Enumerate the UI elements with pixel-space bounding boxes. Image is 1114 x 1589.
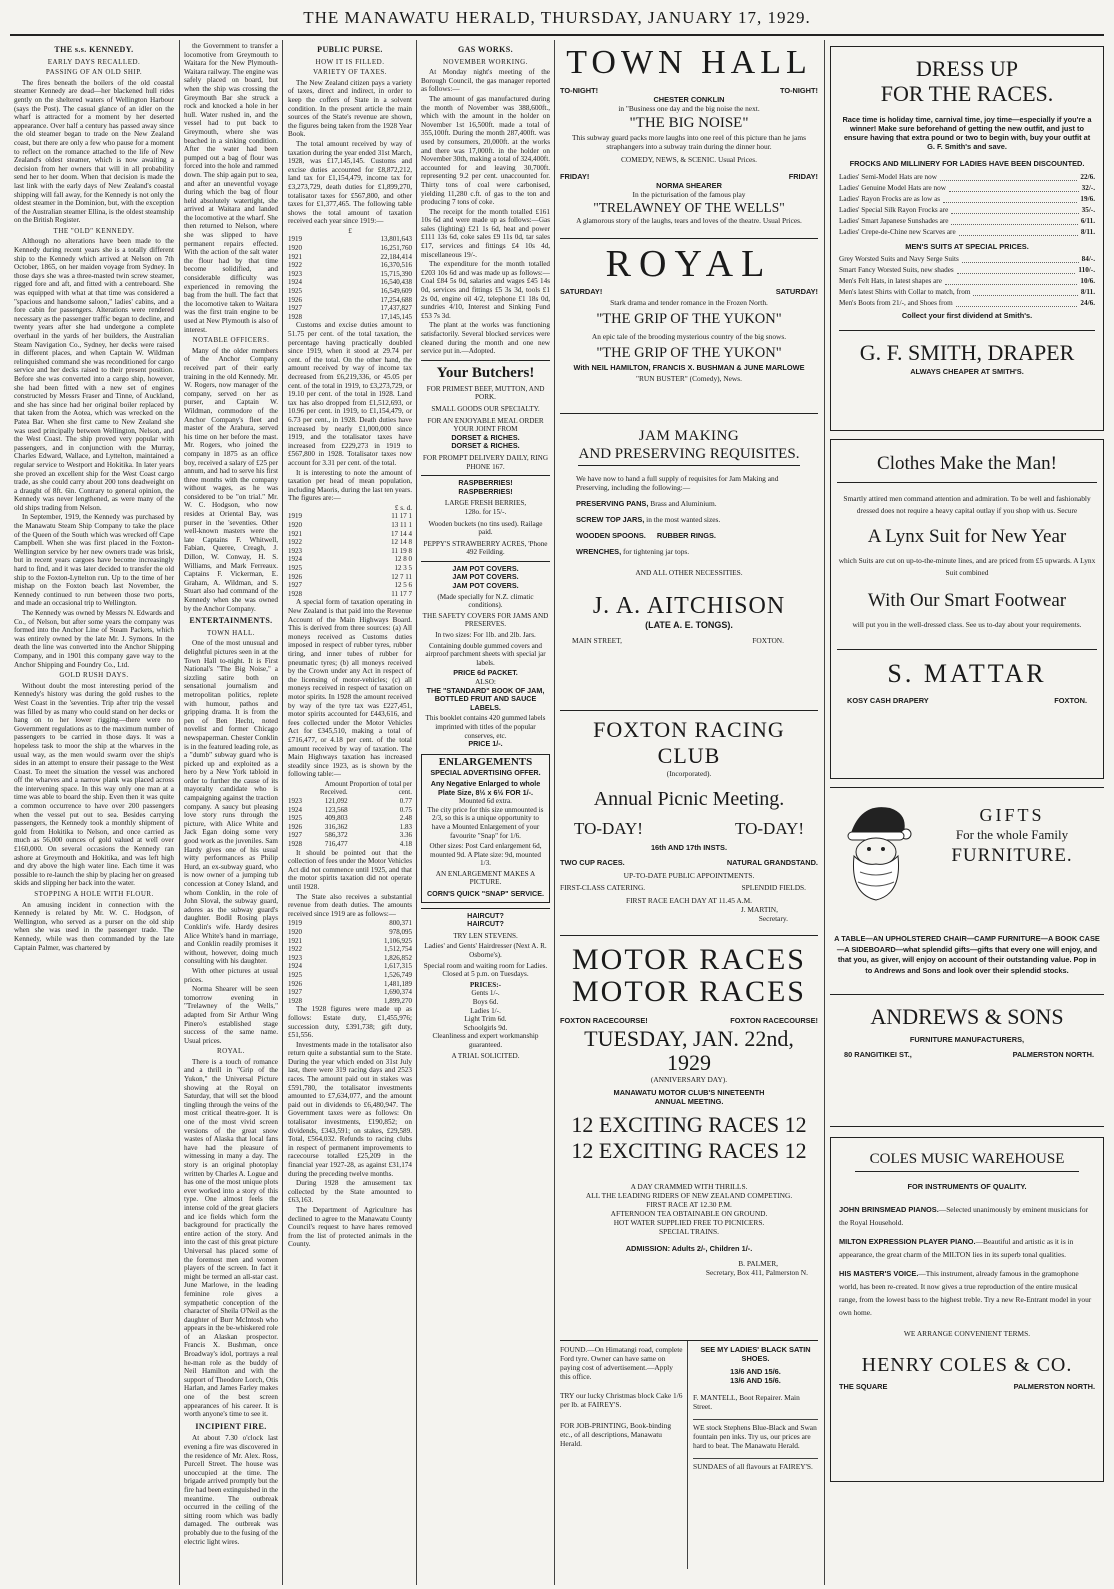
ad-name: S. MATTAR <box>837 649 1097 690</box>
table-row: 1924 1,617,315 <box>288 962 412 971</box>
small-ad: SUNDAES of all flavours at FAIREY'S. <box>693 1458 818 1471</box>
ad-line: FURNITURE MANUFACTURERS, <box>909 1035 1025 1044</box>
table-row: 1928 11 17 7 <box>288 589 412 598</box>
table-head: £ s. d. <box>394 503 412 512</box>
ad-title: DRESS UP <box>915 56 1019 81</box>
price-item: Boys 6d. <box>472 998 499 1006</box>
ad-line: FRIDAY! <box>560 172 590 181</box>
paragraph: At about 7.30 o'clock last evening a fire was discovered in the residence of Mr. Alex. Ross, Purcell Street. The house was unoccupied at the time. The brigade arrived promptly but the fire had been extinguished in the meantime. The outbreak occurred in the ceiling of the sitting room which was badly damaged. The outbreak was probably due to the fusing of the electric light wires. <box>184 1434 278 1546</box>
ad-line: JOHN BRINSMEAD PIANOS.—Selected unanimously by eminent musicians for the Royal Household. <box>839 1205 1089 1227</box>
ad-title: JAM POT COVERS. <box>452 563 519 573</box>
small-ads <box>560 1341 818 1569</box>
ad-line: LARGE FRESH BERRIES, <box>444 499 527 508</box>
ad-line: which Suits are cut on up-to-the-minute lines, and are priced from £5 upwards. A Lynx Suit combined <box>838 556 1096 577</box>
column-rule <box>179 40 180 1585</box>
ad-raspberries <box>421 475 550 557</box>
ad-line: MILTON EXPRESSION PLAYER PIANO.—Beautiful and artistic as it is in appearance, the great charm of the MILTON lies in its superb tonal qualities. <box>839 1237 1074 1259</box>
ad-line: Secretary. <box>758 914 788 923</box>
ad-line: 12 EXCITING RACES 12 <box>571 1138 807 1163</box>
ad-line: Smartly attired men command attention and admiration. To be well and fashionably dressed does not require a heavy capital outlay if you shop with us. Secure <box>843 494 1091 515</box>
table-row: 1923 121,092 0.77 <box>288 797 412 806</box>
ad-title: TOWN HALL <box>566 44 812 81</box>
small-ads-left <box>560 1341 688 1569</box>
ad-town-hall <box>560 44 818 239</box>
ad-line: TRY LEN STEVENS. <box>453 931 518 940</box>
ad-line: A glamorous story of the laughs, tears and loves of the theatre. Usual Prices. <box>576 216 802 225</box>
table-row: 1923 15,715,390 <box>288 269 412 278</box>
ad-line: J. MARTIN, <box>740 905 778 914</box>
ad-line: AFTERNOON TEA OBTAINABLE ON GROUND. <box>610 1209 768 1218</box>
ad-title: ROYAL <box>605 243 773 285</box>
ad-line: FOXTON. <box>1054 696 1087 705</box>
paragraph: The total amount received by way of taxation during the year ended 31st March, 1928, was £17,145,145. Customs and excise duties accounted for £8,872,212, land tax for £1,154,479, income tax for £3,273,729, death duties for £1,899,270, totalisator taxes for £567,800, and other taxes for £1,377,465. The following table shows the total amount of taxation received each year since 1919:— <box>288 139 412 226</box>
article-kennedy <box>14 42 174 1582</box>
table-row: 1927 17,437,827 <box>288 304 412 313</box>
table-row: 1920 978,095 <box>288 927 412 936</box>
ad-line: "RUN BUSTER" (Comedy), News. <box>635 374 742 383</box>
price-item: Light Trim 6d. <box>464 1015 507 1024</box>
ad-line: 128o. for 15/-. <box>464 507 507 516</box>
paragraph: The State also receives a substantial revenue from death duties. The amounts received since 1919 are as follows:— <box>288 892 412 918</box>
section-heading: STOPPING A HOLE WITH FLOUR. <box>34 890 154 898</box>
ad-line: ALSO: <box>475 678 496 686</box>
table-row: 1926 12 7 11 <box>288 572 412 581</box>
paragraph: The plant at the works was functioning satisfactorily. Several blocked services were cleaned during the month and one new service put in.—Adopted. <box>421 321 550 356</box>
ad-line: With NEIL HAMILTON, FRANCIS X. BUSHMAN & JUNE MARLOWE <box>573 363 805 372</box>
article-public-purse <box>288 42 412 1582</box>
paragraph: An amusing incident in connection with the Kennedy is related by Mr. W. C. Hodgson, of Wellington, who served as a purser on the old ship when she was used in the passenger trade. The Kennedy, while was then commanded by the late Captain Palmer, was chartered by <box>14 900 174 952</box>
list-item: Smart Fancy Worsted Suits, new shades 110/-. <box>839 266 1095 274</box>
ad-line: We have now to hand a full supply of requisites for Jam Making and Preserving, including the following:— <box>576 474 779 492</box>
ad-title: HAIRCUT? <box>467 910 504 920</box>
ad-line: FOR AN ENJOYABLE MEAL ORDER YOUR JOINT FROM <box>427 416 544 434</box>
small-ad: 13/6 AND 15/6. <box>730 1367 781 1376</box>
ad-line: FIRST RACE EACH DAY AT 11.45 A.M. <box>625 896 752 905</box>
ad-clothes <box>830 439 1104 779</box>
ad-line: NATURAL GRANDSTAND. <box>726 858 818 867</box>
paragraph: It is interesting to note the amount of taxation per head of mean population, including Maoris, during the last ten years. The figures are:— <box>288 468 412 503</box>
ad-line: In the picturisation of the famous play <box>632 190 746 199</box>
table-row: 1925 409,803 2.48 <box>288 814 412 823</box>
paragraph: Norma Shearer will be seen tomorrow evening in "Trelawney of the Wells," adapted from Sir Arthur Wing Pinero's established stage success of the same name. Usual prices. <box>184 985 278 1045</box>
ad-title: GIFTS <box>979 805 1045 825</box>
ad-price: PRICE 1/-. <box>468 739 503 749</box>
ad-title: MOTOR RACES <box>572 975 806 1008</box>
ad-line: FIRST-CLASS CATERING. <box>560 883 646 892</box>
ad-line: Containing double gummed covers and airproof parchment sheets with special jar labels. <box>425 641 546 667</box>
masthead: THE MANAWATU HERALD, THURSDAY, JANUARY 17, 1929. <box>303 8 811 27</box>
ad-line: PEPPY'S STRAWBERRY ACRES, 'Phone 492 Feilding. <box>423 539 548 557</box>
table-row: 1926 1,481,189 <box>288 979 412 988</box>
ad-title: JAM MAKING <box>638 428 740 444</box>
ad-title: RASPBERRIES! <box>458 478 513 488</box>
small-ad: WE stock Stephens Blue-Black and Swan fountain pen inks. Try us, our prices are hard to beat. The Manawatu Herald. <box>693 1419 818 1450</box>
paragraph: At Monday night's meeting of the Borough Council, the gas manager reported as follows:— <box>421 68 550 94</box>
table-row: 1920 16,251,760 <box>288 244 412 253</box>
ad-title: HAIRCUT? <box>467 919 504 929</box>
ad-film: "THE BIG NOISE" <box>629 115 749 131</box>
paragraph: The fires beneath the boilers of the old coastal steamer Kennedy are dead—her blackened hull rides gently on the sheltered waters of Wellington Harbour (says the Post). The casual glance of an idler on the wharf is attracted for a moment by her deserted appearance. Over half a century has passed away since the old steamer began to trade on the New Zealand coast, but there are only a few who pause for a moment to reflect on the romance attached to the life of New Zealand's oldest steamer, which is now awaiting a decision from her owners that will in all probability send her to her doom. When that decision is made the last link with the early days of New Zealand's coastal shipping will fall away, for the Kennedy is not only the oldest steamer in the Dominion, but, with the exception of the Australian steamer Ellina, is the oldest steamship on the British Register. <box>14 78 174 225</box>
ad-line: MAIN STREET, <box>572 636 622 645</box>
ad-title: With Our Smart Footwear <box>867 590 1067 611</box>
column-rule <box>282 40 283 1585</box>
ad-line: Ladies' and Gents' Hairdresser (Next A. R. Osborne's). <box>424 942 547 960</box>
ad-line: TO-NIGHT! <box>779 86 818 95</box>
article-subtitle: PASSING OF AN OLD SHIP. <box>45 68 143 77</box>
ad-line: FOXTON RACECOURSE! <box>730 1016 818 1025</box>
table-row: 1926 17,254,688 <box>288 295 412 304</box>
table-row: 1925 16,549,609 <box>288 287 412 296</box>
ad-butchers <box>421 360 550 471</box>
list-item: Men's Felt Hats, in latest shapes are 10/6. <box>839 277 1095 285</box>
article-subtitle: HOW IT IS FILLED. <box>315 57 385 66</box>
ad-line: FOR INSTRUMENTS OF QUALITY. <box>907 1182 1027 1191</box>
ad-line: 16th AND 17th INSTS. <box>650 843 728 852</box>
ad-name: ANDREWS & SONS <box>830 994 1104 1031</box>
death-duties-table <box>288 919 412 1005</box>
ad-film: "TRELAWNEY OF THE WELLS" <box>593 200 785 215</box>
ad-line: Mounted 6d extra. <box>459 797 512 806</box>
ad-line: TWO CUP RACES. <box>560 858 625 867</box>
ad-title: JAM POT COVERS. <box>452 581 519 591</box>
article-subtitle: TOWN HALL. <box>206 628 256 637</box>
ad-line: WE ARRANGE CONVENIENT TERMS. <box>903 1329 1031 1338</box>
paragraph: Although no alterations have been made to the Kennedy during recent years she is a totally different ship to the Kennedy which arrived at Nelson on 7th October, 1865, on her maiden voyage from Sydney. In those days she was a three-masted twin screw steamer, rigged fore and aft, and fitted with a centreboard. She was equipped with what at that time was considered a "spacious and handsome saloon," ladies' cabins, and a fore cabin for passengers. Alterations were rendered necessary as the passenger traffic began to decline, and twenty years after she had undergone a complete overhaul in the yards of her builders, the Australian Steam Navigation Co., Sydney, her decks were raised in different places, and when Captain W. Wildman relinquished command she was reconditioned for cargo service and her decks raised to their present position. Before she was converted into a cargo ship, however, she had been fitted with a new set of engines constructed by Messrs Fraser and Tinne, of Auckland, and she has since had her original boiler replaced by that taken from the Aotea, which was wrecked on the Patea Bar. When she first came to New Zealand she was used principally between Wellington, Nelson, and the West Coast. The ship proved very popular with passengers, and in conjunction with the Murray, Charles Edward, Wallace, and Lyttelton, maintained a regular service to Westport and Hokitika. In later years she proved an excellent ship for the West Coast cargo trade, as she could carry about 200 tons deadweight on a draught of 8ft. 6in. Contrary to general opinion, the Kennedy was never lengthened, as were many of the old ships trading from Nelson. <box>14 237 174 512</box>
ad-line: SATURDAY! <box>560 287 603 296</box>
list-item: Ladies' Semi-Model Hats are now 22/6. <box>839 173 1095 181</box>
table-row: 1927 12 5 6 <box>288 581 412 590</box>
ad-line: Secretary, Box 411, Palmerston N. <box>705 1268 808 1277</box>
per-head-table <box>288 512 412 598</box>
ad-line: FOXTON RACECOURSE! <box>560 1016 648 1025</box>
small-ad-title: SEE MY LADIES' BLACK SATIN SHOES. <box>700 1345 811 1363</box>
table-row: 1922 16,370,516 <box>288 261 412 270</box>
ad-star: CHESTER CONKLIN <box>653 95 725 104</box>
table-head: £ <box>348 226 352 235</box>
table-row: 1919 800,371 <box>288 919 412 928</box>
requisites-list <box>576 496 802 560</box>
column-rule <box>824 40 825 1585</box>
ad-line: Stark drama and tender romance in the Frozen North. <box>610 298 768 307</box>
column-2 <box>184 42 278 1582</box>
ad-line: An epic tale of the brooding mysterious country of the big snows. <box>591 332 787 341</box>
ad-line: ALWAYS CHEAPER AT SMITH'S. <box>910 367 1024 376</box>
ad-price: PRICE 6d PACKET. <box>453 668 518 678</box>
small-ad: 13/6 AND 15/6. <box>730 1376 781 1385</box>
ad-line: HIS MASTER'S VOICE.—This instrument, already famous in the gramophone world, has been re-created. It now gives a true reproduction of the entire musical range, from the lowest bass to the highest treble. Try a new Re-Entrant model in your own home. <box>839 1269 1092 1317</box>
ad-line: FIRST RACE AT 12.30 P.M. <box>646 1200 732 1209</box>
ad-line: The city price for this size unmounted is 2/3, so this is a unique opportunity to have a Mounted Enlargement of your favourite "Snap" for 1/6. <box>427 805 544 840</box>
ad-title: ENLARGEMENTS <box>438 755 533 768</box>
table-row: 1922 12 14 8 <box>288 538 412 547</box>
ad-line: (LATE A. E. TONGS). <box>645 620 733 630</box>
table-row: 1924 123,568 0.75 <box>288 805 412 814</box>
ad-line: PALMERSTON NORTH. <box>1012 1050 1094 1059</box>
table-row: 1922 1,512,754 <box>288 945 412 954</box>
article-subtitle: EARLY DAYS RECALLED. <box>47 57 141 66</box>
ad-line: FOR PRIMEST BEEF, MUTTON, AND PORK. <box>426 384 545 402</box>
ad-line: SPECIAL TRAINS. <box>659 1227 719 1236</box>
ad-line: UP-TO-DATE PUBLIC APPOINTMENTS. <box>623 871 755 880</box>
paragraph: Investments made in the totalisator also return quite a substantial sum to the State. During the year which ended on 31st July last, there were 319 racing days and 2523 races. The amount paid out in stakes was £591,780, the totalisator investments amounted to £7,634,077, and the amount paid out in dividends to £6,480,947. The Government taxes were as follows: On totalisator investments, £190,852; on dividends, £343,591; on stakes, £29,589. Total, £564,032. Refunds to racing clubs in respect of permanent improvements to racecourse totalled £25,209 in the financial year 1927-28, as against £31,174 during the preceding twelve months. <box>288 1040 412 1178</box>
ad-name: J. A. AITCHISON <box>592 593 786 619</box>
small-ad: F. MANTELL, Boot Repairer. Main Street. <box>693 1393 800 1411</box>
gifts-title <box>920 794 1104 868</box>
paragraph: Without doubt the most interesting period of the Kennedy's history was during the gold rushes to the West Coast in the 'seventies. Trip after trip the vessel was filled by as many who could stand on her decks or hang on to her lower rigging—there were no Government regulations as to the maximum number of passengers to be carried in those days. It was a hopeless task to moor the ship at the wharves in the usual way, as the men would swarm over the ship's sides in an attempt to ensure their passage to the West Coast. To meet the situation the vessel was anchored off the wharves and a narrow plank was placed across the intervening space. In this way only one man at a time was able to board the ship. Even then it was quite a common occurrence to have over 200 passengers when the vessel put out to sea. Besides carrying passengers, the Kennedy took a monthly shipment of gold from Hokitika to Nelson, and once carried as much as 56,000 ounces of gold valued at well over £160,000. On several occasions the Kennedy ran ashore at Greymouth and Hokitika, and was left high and dry above the high water line. Each time it was possible to re-launch the ship by placing her on greased skids and slipping her back into the water. <box>14 681 174 888</box>
santa-claus-icon <box>830 794 920 904</box>
article-title: INCIPIENT FIRE. <box>195 1421 267 1431</box>
section-heading: ROYAL. <box>216 1047 246 1056</box>
ad-haircut <box>421 908 550 1061</box>
paragraph: In September, 1919, the Kennedy was purchased by the Manawatu Steam Ship Company to take the place of the Queen of the South which was wrecked off Cape Campbell. When she was first placed in the Foxton-Wellington service by her new owners trade was brisk, but in recent years cargoes have become increasingly hard to find, and it was later decided to transfer the old ship to the Foxton-Lyttelton run. Up to the time of her mishap on the Foxton beach last November, the Kennedy continued to run between those two ports, and made an occasional trip to Wellington. <box>14 513 174 608</box>
section-heading: THE "OLD" KENNEDY. <box>53 226 135 235</box>
ad-line: A TRIAL SOLICITED. <box>451 1051 520 1060</box>
ad-line: (Made specially for N.Z. climatic conditions). <box>437 592 534 610</box>
ad-title: Clothes Make the Man! <box>837 452 1097 483</box>
ad-line: PRICES:- <box>469 980 502 989</box>
table-row: 1919 11 17 1 <box>288 512 412 521</box>
price-item: Schoolgirls 9d. <box>463 1023 508 1032</box>
column-4 <box>421 42 550 1582</box>
ad-dress-up <box>830 46 1104 431</box>
ad-line: ALL THE LEADING RIDERS OF NEW ZEALAND COMPETING. <box>585 1191 793 1200</box>
small-ad: FOR JOB-PRINTING, Book-binding etc., of all descriptions, Manawatu Herald. <box>560 1421 672 1448</box>
ad-line: THE SAFETY COVERS FOR JAMS AND PRESERVES. <box>422 611 549 629</box>
ad-heading: MEN'S SUITS AT SPECIAL PRICES. <box>905 242 1029 251</box>
ad-line: SATURDAY! <box>775 287 818 296</box>
ad-line: TO-DAY! <box>574 819 643 838</box>
table-row: 1925 12 3 5 <box>288 564 412 573</box>
article-title: PUBLIC PURSE. <box>317 45 383 54</box>
ad-title: Your Butchers! <box>436 364 535 381</box>
list-item: WRENCHES, for tightening jar tops. <box>576 547 690 556</box>
ad-title: For the whole Family <box>955 827 1069 842</box>
ad-name: DORSET & RICHES. <box>451 441 520 451</box>
ad-jam-pot-covers <box>421 561 550 749</box>
list-item: WOODEN SPOONS. RUBBER RINGS. <box>576 531 716 540</box>
ad-line: in "Business one day and the big noise the next. <box>618 104 760 113</box>
ad-heading: FROCKS AND MILLINERY FOR LADIES HAVE BEEN DISCOUNTED. <box>849 159 1085 168</box>
ad-motor-races <box>560 936 818 1341</box>
paragraph: It should be pointed out that the collection of fees under the Motor Vehicles Act did not commence until 1925, and that the motor spirits taxation did not operate until 1928. <box>288 848 412 891</box>
list-item: Ladies' Genuine Model Hats are now 32/-. <box>839 184 1095 192</box>
article-subtitle: VARIETY OF TAXES. <box>312 68 388 77</box>
table-row: 1924 16,540,438 <box>288 278 412 287</box>
ad-title: AND PRESERVING REQUISITES. <box>578 445 800 466</box>
ad-line: FRIDAY! <box>788 172 818 181</box>
paragraph: One of the most unusual and delightful pictures seen in at the Town Hall to-night. It is First National's "The Big Noise," a sizzling satire both on sensational journalism and metropolitan politics, replete with humour, pathos and gripping drama. It is from the pen of Ben Hecht, noted novelist and former Chicago newspaperman. Chester Conklin is in the featured leading role, as a "dumb" subway guard who is picked up and exploited as a hero by a New York tabloid in order to further the cause of its mayoralty candidate who is campaigning against the traction company. A saucy but pleasing love story runs through the picture, with Alice White and Jack Egan doing some very good work as the juveniles. Sam Hardy gives one of his usual witty performances as Philip Hurd, an ex-subway guard, who is now owner of a jumping tub concession at Coney Island, and whom Conklin, in the role of John Sloval, the subway guard, adores as the subway guard's daughter. Bodil Rosing plays Conklin's wife. Hardy desires Alice White's hand in marriage, and Conklin readily promises it without, however, doing much consulting with his daughter. <box>184 639 278 966</box>
ad-name: DORSET & RICHES. <box>451 432 520 442</box>
small-ads-right <box>688 1341 818 1569</box>
column-5 <box>560 42 818 1582</box>
list-item: Ladies' Smart Japanese Sunshades are 6/11. <box>839 217 1095 225</box>
ad-foxton-racing <box>560 711 818 936</box>
paragraph: Customs and excise duties amount to 51.75 per cent. of the total taxation, the percentage having practically doubled since 1919, when it stood at 29.74 per cent. of the total. On the other hand, the amount received by way of income tax decreased from £6,219,336, or 45.05 per cent. of the total in 1919, to £3,273,729, or 19.10 per cent. of the total in 1928. Land tax has also dropped from £1,512,693, or 10.96 per cent. in 1919, to £1,154,479, or 6.73 per cent., in 1928. Death duties have increased by nearly £1,000,000 since 1919, and the totalisator taxes have increased from £229,273 in 1919 to £567,800 in 1928. Totalisator taxes now account for 3.31 per cent. of the total. <box>288 321 412 467</box>
table-row: 1921 22,184,414 <box>288 252 412 261</box>
table-row: 1925 1,526,749 <box>288 970 412 979</box>
table-row: 1927 1,690,374 <box>288 988 412 997</box>
ad-line: A TABLE—AN UPHOLSTERED CHAIR—CAMP FURNITURE—A BOOK CASE—A SIDEBOARD—what splendid gifts—gifts that every one will enjoy, and that you, as giver, will enjoy on account of their outstanding value. Pop in to Andrews and Sons and look over their splendid stocks. <box>834 934 1100 975</box>
ad-jam-making <box>560 414 818 711</box>
list-item: PRESERVING PANS, Brass and Aluminium. <box>576 499 717 508</box>
paragraph: The receipt for the month totalled £161 10s 6d and were made up as follows:—Gas sales (lighting) £21 1s 6d, heat and power £111 13s 6d, coke sales £9 11s 0d, tar sales £17, services and fittings £4 10s 4d, miscellaneous 19/-. <box>421 207 550 259</box>
list-item: Men's latest Shirts with Collar to match, from 8/11. <box>839 288 1095 296</box>
ad-line: This subway guard packs more laughs into one reel of this picture than he jams straphangers into a subway train during the dinner hour. <box>572 133 806 151</box>
table-row: 1921 17 14 4 <box>288 529 412 538</box>
ad-line: Race time is holiday time, carnival time, joy time—especially if you're a winner! Make sure beforehand of getting the new outfit, and just to ensure having that extra pound or two to begin with, buy your outfit at G. F. Smith's and save. <box>842 115 1092 151</box>
list-item: Men's Boots from 21/-, and Shoes from 24/6. <box>839 299 1095 307</box>
paragraph: The New Zealand citizen pays a variety of taxes, direct and indirect, in order to keep the coffers of State in a solvent condition. In the present article the main sources of the State's revenue are shown, the figures being taken from the 1928 Year Book. <box>288 78 412 139</box>
ad-line: AN ENLARGEMENT MAKES A PICTURE. <box>435 869 536 887</box>
ad-line: FOXTON. <box>752 636 784 645</box>
small-ad: FOUND.—On Himatangi road, complete Ford tyre. Owner can have same on paying cost of advertisement.—Apply this office. <box>560 1345 683 1381</box>
ad-title: JAM POT COVERS. <box>452 572 519 582</box>
paragraph: The 1928 figures were made up as follows: Estate duty, £1,455,976; succession duty, £391,738; gift duty, £51,556. <box>288 1005 412 1040</box>
ad-line: ADMISSION: Adults 2/-, Children 1/-. <box>625 1244 753 1253</box>
ad-line: Wooden buckets (no tins used). Railage paid. <box>428 519 543 537</box>
table-row: 1919 13,801,643 <box>288 235 412 244</box>
ad-line: SMALL GOODS OUR SPECIALTY. <box>431 404 540 413</box>
ad-line: Closed at 5 p.m. on Tuesdays. <box>442 970 529 979</box>
paragraph: There is a touch of romance and a thrill in "Grip of the Yukon," the Universal Picture showing at the Royal on Saturday, that will set the blood tingling through the veins of the most critical theatre-goer. It is one of the most vivid screen versions of the great snow wastes of Alaska that local fans have had the pleasure of witnessing in many a day. The story is an original photoplay written by Charles A. Logue and has one of the most unique plots ever worked into a story of this type. One almost feels the intense cold of the great glaciers and ice fields which form the background for practically the entire action of the story. And into the cast of this great picture Universal has placed some of the foremost men and women players of the screen. In fact it might be termed an all-star cast. June Marlowe, in the leading feminine role gives a sympathetic conception of the character of Sheila O'Neil as the daughter of Burr McIntosh who appears in the be-whiskered role of an Alaskan prospector. Francis X. Bushman, once Broadway's idol, portrays a real he-man role as the buddy of Neil Hamilton and with the support of Theodore Lorch, Otis Harlan, and James Farley makes one of the best screen appearances of his career. It is worth anyone's time to see it. <box>184 1057 278 1419</box>
list-item: Ladies' Rayon Frocks are as low as 19/6. <box>839 195 1095 203</box>
masthead-rule <box>10 34 1104 36</box>
ad-coles-music <box>830 1137 1104 1482</box>
price-item: Gents 1/-. <box>471 989 500 998</box>
table-row: 1921 1,106,925 <box>288 936 412 945</box>
paragraph: A special form of taxation operating in New Zealand is that paid into the Revenue Account of the Main Highways Board. This is derived from three sources: (a) All moneys received as Customs duties imposed in respect of rubber tyres, rubber tiring, and inner tubes of rubber for pneumatic tyres; (b) all moneys received by the Crown under any Act in respect of the licensing of motor-vehicles; (c) all moneys received in respect of taxation on motor spirits. In 1928 the amount received by way of the tyre tax was £227,451, motor spirits accounted for £443,616, and fees collected under the Motor Vehicles Act for £345,510, making a total of £716,477, or 4.18 per cent. of the total amount received by way of taxation. The Main Highways taxation has increased steadily since 1923, as is shown by the following table:— <box>288 598 412 779</box>
price-list <box>839 172 1095 238</box>
ad-name: G. F. SMITH, DRAPER <box>839 330 1095 367</box>
ad-line: KOSY CASH DRAPERY <box>847 696 929 705</box>
ad-line: In two sizes: For 1lb. and 2lb. Jars. <box>435 631 536 640</box>
highways-table <box>288 780 412 849</box>
table-row: 1928 17,145,145 <box>288 312 412 321</box>
table-row: 1920 13 11 1 <box>288 521 412 530</box>
list-item: SCREW TOP JARS, in the most wanted sizes. <box>576 515 721 524</box>
table-row: 1928 1,899,270 <box>288 996 412 1005</box>
gifts-header <box>830 794 1104 904</box>
ad-name: HENRY COLES & CO. <box>861 1354 1073 1376</box>
article-title: THE s.s. KENNEDY. <box>54 45 134 54</box>
table-row: 1923 11 19 8 <box>288 546 412 555</box>
table-row: 1924 12 8 0 <box>288 555 412 564</box>
ad-line: SPECIAL ADVERTISING OFFER. <box>430 768 541 778</box>
ad-line: MANAWATU MOTOR CLUB'S NINETEENTH ANNUAL MEETING. <box>613 1088 765 1106</box>
section-heading: NOTABLE OFFICERS. <box>192 336 270 345</box>
ad-line: AND ALL OTHER NECESSITIES. <box>635 568 743 577</box>
ad-line: COMEDY, NEWS, & SCENIC. Usual Prices. <box>621 155 757 164</box>
article-title: ENTERTAINMENTS. <box>189 616 273 626</box>
ad-date: TUESDAY, JAN. 22nd, 1929 <box>584 1026 794 1075</box>
ad-line: Collect your first dividend at Smith's. <box>901 311 1033 320</box>
ad-title: Annual Picnic Meeting. <box>593 788 785 810</box>
ad-enlargements <box>421 754 550 903</box>
ad-royal <box>560 239 818 414</box>
ad-line: THE SQUARE <box>839 1382 888 1391</box>
paragraph: Many of the older members of the Anchor Company received part of their early training in the old Kennedy. Mr. W. Rogers, now manager of the company, served on her as purser, and Captain W. Wildman, commodore of the Anchor Company's fleet and master of the Arahura, served his time on her before the mast. Mr. Rogers, who joined the company in 1875 as an office boy, received a salary of £25 per annum, and had to serve his first three months with the company without wages, as he was considered to be "on trial." Mr. W. C. Hodgson, who now resides at Oriental Bay, was purser in the 'seventies. Other well-known masters were the late Captains F. Whitwell, Fabian, Queree, Creagh, J. Dillon, W. Conway, H. S. Williams, and Mark Ferreaux. Captains F. Vickerman, E. Graham, A. Wildman, and S. Stuart also had command of the Kennedy when she was owned by the Anchor Company. <box>184 346 278 613</box>
list-item: Grey Worsted Suits and Navy Serge Suits 84/-. <box>839 255 1095 263</box>
paragraph: The Department of Agriculture has declined to agree to the Manawatu County Council's request to have hares removed from the list of protected animals in the County. <box>288 1205 412 1249</box>
ad-line: Other sizes: Post Card enlargement 6d, mounted 9d. A Plate size: 9d, mounted 1/3. <box>429 842 542 868</box>
paragraph: During 1928 the amusement tax collected by the State amounted to £63,163. <box>288 1179 412 1205</box>
list-item: Ladies' Crepe-de-Chine new Scarves are 8/11. <box>839 228 1095 236</box>
ad-title: MOTOR RACES <box>572 943 806 976</box>
ad-line: THE "STANDARD" BOOK OF JAM, BOTTLED FRUIT AND SAUCE LABELS. <box>426 685 545 712</box>
table-row: 1927 586,372 3.36 <box>288 831 412 840</box>
ad-line: B. PALMER, <box>738 1259 778 1268</box>
ad-line: FOR PROMPT DELIVERY DAILY, RING PHONE 167. <box>422 453 549 471</box>
ad-film: "THE GRIP OF THE YUKON" <box>596 345 782 361</box>
ad-star: NORMA SHEARER <box>656 181 722 190</box>
ad-title: RASPBERRIES! <box>458 486 513 496</box>
small-ad: TRY our lucky Christmas block Cake 1/6 per lb. at FAIREY'S. <box>560 1391 683 1409</box>
ad-line: CORN'S QUICK "SNAP" SERVICE. <box>426 889 545 899</box>
ad-title: FOR THE RACES. <box>880 81 1054 106</box>
paragraph: The Kennedy was owned by Messrs N. Edwards and Co., of Nelson, but after some years the company was formed into the Anchor Line of Steam Packets, which was entirely owned by the late Mr. J. Symons. In the death the line was converted into the Anchor Shipping Company, and in 1901 this company gave way to the Anchor Shipping and Foundry Co., Ltd. <box>14 609 174 669</box>
column-6 <box>828 42 1106 1582</box>
list-item: Ladies' Special Silk Rayon Frocks are 35/-. <box>839 206 1095 214</box>
table-row: Amount Received. Proportion of total per cent. <box>319 779 412 797</box>
ad-line: Special room and waiting room for Ladies. <box>423 961 548 970</box>
table-row: 1926 316,362 1.83 <box>288 822 412 831</box>
paragraph: The amount of gas manufactured during the month of November was 388,600ft., which with the amount in the holder on November 1st 16,500ft. made a total of 355,100ft. During the month 287,400ft. was used by consumers, 20,000ft. at the works and there was 17,000ft. in the holder on November 30th, making a total of 324,400ft. accounted for and leaving 30,700ft. representing 9.2 per cent. unaccounted for. Thirty tons of coal were carbonised, yielding 11,280 c.ft. of gas to the ton and producing 7 tons of coke. <box>421 94 550 207</box>
taxation-table <box>288 235 412 321</box>
column-rule <box>416 40 417 1585</box>
ad-line: will put you in the well-dressed class. See us to-day about your requirements. <box>852 620 1082 629</box>
ad-gifts <box>830 787 1104 1127</box>
ad-line: SPLENDID FIELDS. <box>741 883 806 892</box>
ad-line: (Incorporated). <box>666 769 712 778</box>
article-title: GAS WORKS. <box>458 45 513 54</box>
ad-title: FURNITURE. <box>951 845 1073 866</box>
column-rule <box>554 40 555 1585</box>
paragraph: The expenditure for the month totalled £203 10s 6d and was made up as follows:—Coal £84 5s 0d, salaries and wages £45 14s 0d, services and fittings £5 3s 3d, tools £1 2s 0d, engine oil 4/2, telephone £1 18s 0d, sundries 4/10, Interest and Sinking Fund £53 7s 3d. <box>421 260 550 320</box>
ad-line: Any Negative Enlarged to whole Plate Size, 8½ x 6½ FOR 1/-. <box>430 778 541 797</box>
paragraph: With other pictures at usual prices. <box>184 966 278 984</box>
ad-line: This booklet contains 420 gummed labels imprinted with titles of the popular conserves, etc. <box>425 714 546 740</box>
ad-line: PALMERSTON NORTH. <box>1013 1382 1095 1391</box>
table-row: 1928 716,477 4.18 <box>288 840 412 849</box>
table-row: 1923 1,826,852 <box>288 953 412 962</box>
ad-title: COLES MUSIC WAREHOUSE <box>855 1150 1079 1172</box>
price-list <box>839 254 1095 309</box>
ad-line: (ANNIVERSARY DAY). <box>650 1075 728 1084</box>
section-heading: GOLD RUSH DAYS. <box>59 671 129 680</box>
ad-title: A Lynx Suit for New Year <box>867 526 1067 547</box>
ad-line: 80 RANGITIKEI ST., <box>844 1050 912 1059</box>
ad-line: TO-NIGHT! <box>560 86 599 95</box>
ad-line: Cleanliness and expert workmanship guaranteed. <box>432 1032 539 1049</box>
ad-line: A DAY CRAMMED WITH THRILLS. <box>630 1182 748 1191</box>
ad-line: HOT WATER SUPPLIED FREE TO PICNICERS. <box>613 1218 765 1227</box>
article-subtitle: NOVEMBER WORKING. <box>443 57 528 66</box>
ad-film: "THE GRIP OF THE YUKON" <box>596 311 782 327</box>
ad-title: FOXTON RACING CLUB <box>593 717 785 768</box>
ad-line: TO-DAY! <box>735 819 804 838</box>
ad-line: 12 EXCITING RACES 12 <box>571 1112 807 1137</box>
paragraph: the Government to transfer a locomotive from Greymouth to Waitara for the New Plymouth-Waitara railway. The engine was safely placed on board, but when the ship was crossing the Greymouth Bar she struck a rock and knocked a hole in her hull. Water rushed in, and the vessel had to put back to Greymouth, where she was beached in a sinking condition. After the water had been pumped out a bag of flour was forced into the hole and rammed down. The ship again put to sea, and after an uneventful voyage during which the bag of flour held absolutely watertight, she arrived at Waitara and landed the locomotive at the wharf. She then returned to Nelson, where she was slipped to have permanent repairs effected. With the action of the salt water the flour had by that time become solidified, and considerable difficulty was experienced in removing the bag from the hull. The fact that the locomotive taken to Waitara was the first train engine to be used at New Plymouth is also of interest. <box>184 42 278 334</box>
price-item: Ladies 1/-. <box>470 1006 501 1015</box>
